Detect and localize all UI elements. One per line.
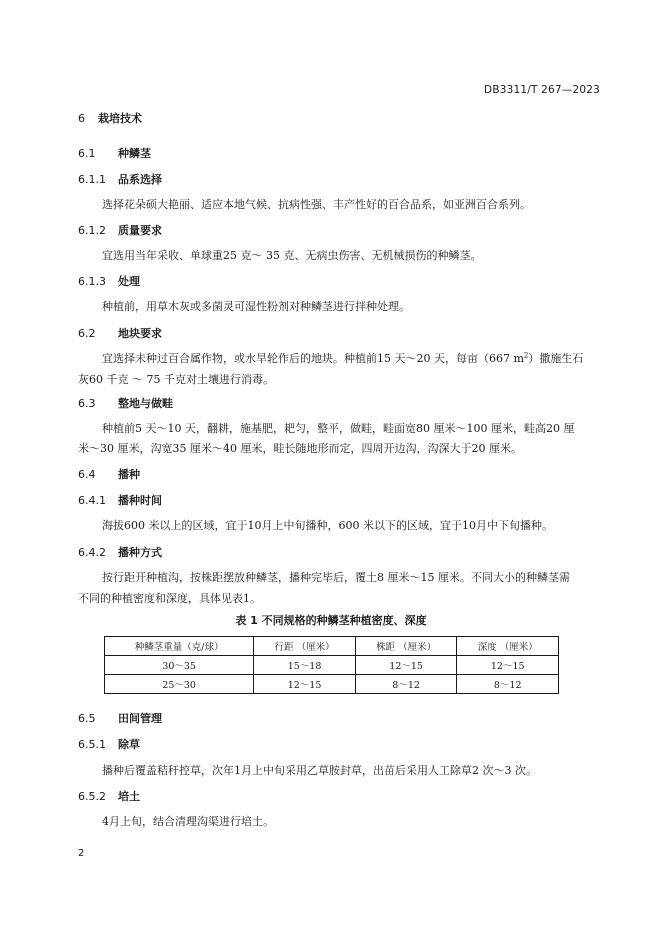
superscript: 2 <box>523 351 529 360</box>
paragraph-text: ）撒施生石 <box>528 352 584 365</box>
section-6-heading <box>78 110 662 126</box>
table-header-cell: 株距 （厘米） <box>355 637 457 656</box>
table-cell: 15～18 <box>254 656 356 675</box>
section-number: 6.1.3 <box>78 275 106 288</box>
paragraph-line: 按行距开种植沟，按株距摆放种鳞茎，播种完毕后，覆土8 厘米～15 厘米。不同大小的种鳞茎需 <box>102 571 570 584</box>
section-6-4-1-heading <box>78 492 662 508</box>
section-title: 播种时间 <box>118 494 162 507</box>
section-title: 处理 <box>118 275 140 288</box>
table-header-cell: 行距 （厘米） <box>254 637 356 656</box>
section-title: 质量要求 <box>118 224 162 237</box>
table-header-row <box>105 637 559 656</box>
section-number: 6.4.1 <box>78 494 106 507</box>
table-header-cell: 种鳞茎重量（克/球） <box>105 637 254 656</box>
section-number: 6.5.1 <box>78 738 106 751</box>
section-number: 6.4 <box>78 468 96 481</box>
section-number: 6.5.2 <box>78 790 106 803</box>
table-cell: 12～15 <box>457 656 559 675</box>
section-6-1-1-heading <box>78 171 662 187</box>
table-cell: 30～35 <box>105 656 254 675</box>
paragraph-line: 不同的种植密度和深度，具体见表1。 <box>78 592 261 605</box>
section-title: 播种方式 <box>118 546 162 559</box>
section-6-5-1-heading <box>78 736 662 752</box>
table-caption: 表 1 不同规格的种鳞茎种植密度、深度 <box>235 614 427 627</box>
paragraph: 选择花朵硕大艳丽、适应本地气候、抗病性强、丰产性好的百合品系，如亚洲百合系列。 <box>102 198 531 211</box>
table-cell: 8～12 <box>457 675 559 694</box>
section-title: 除草 <box>118 738 140 751</box>
section-number: 6.2 <box>78 327 96 340</box>
section-6-1-2-heading <box>78 222 662 238</box>
document-code: DB3311/T 267—2023 <box>484 84 600 96</box>
section-number: 6.1.2 <box>78 224 106 237</box>
section-title: 整地与做畦 <box>118 397 173 410</box>
section-6-5-2-heading <box>78 788 662 804</box>
section-6-4-heading <box>78 466 662 482</box>
section-6-1-heading <box>78 145 662 161</box>
section-title: 栽培技术 <box>98 112 142 125</box>
section-6-5-heading <box>78 710 662 726</box>
section-number: 6 <box>78 112 85 125</box>
table-cell: 25～30 <box>105 675 254 694</box>
section-number: 6.1.1 <box>78 173 106 186</box>
paragraph-text: 宜选择未种过百合属作物，或水旱轮作后的地块。种植前15 天～20 天，每亩（667 m <box>102 352 524 365</box>
section-6-4-2-heading <box>78 544 662 560</box>
paragraph: 4月上旬，结合清理沟渠进行培土。 <box>102 815 274 828</box>
table-row <box>105 675 559 694</box>
section-number: 6.1 <box>78 147 96 160</box>
section-6-2-heading <box>78 325 662 341</box>
paragraph-line <box>102 350 662 366</box>
section-6-3-heading <box>78 395 662 411</box>
table-cell: 12～15 <box>355 656 457 675</box>
paragraph: 播种后覆盖秸秆控草，次年1月上中旬采用乙草胺封草，出苗后采用人工除草2 次～3 次。 <box>102 764 537 777</box>
table-cell: 8～12 <box>355 675 457 694</box>
page-number: 2 <box>78 848 85 859</box>
table-row <box>105 656 559 675</box>
planting-spec-table <box>104 636 559 694</box>
paragraph-line: 米～30 厘米，沟宽35 厘米～40 厘米，畦长随地形而定，四周开边沟，沟深大于20 厘米。 <box>78 442 522 455</box>
section-6-1-3-heading <box>78 273 662 289</box>
section-title: 品系选择 <box>118 173 162 186</box>
table-header-cell: 深度 （厘米） <box>457 637 559 656</box>
section-number: 6.5 <box>78 712 96 725</box>
section-title: 田间管理 <box>118 712 162 725</box>
paragraph-line: 种植前5 天～10 天，翻耕，施基肥，耙匀，整平，做畦，畦面宽80 厘米～100 厘米，畦高20 厘 <box>102 422 575 435</box>
table-cell: 12～15 <box>254 675 356 694</box>
section-title: 播种 <box>118 468 140 481</box>
section-title: 地块要求 <box>118 327 162 340</box>
section-title: 种鳞茎 <box>118 147 151 160</box>
paragraph: 宜选用当年采收、单球重25 克～ 35 克、无病虫伤害、无机械损伤的种鳞茎。 <box>102 249 482 262</box>
paragraph: 海拔600 米以上的区域，宜于10月上中旬播种，600 米以下的区域，宜于10月中下旬播种。 <box>102 519 553 532</box>
section-title: 培土 <box>118 790 140 803</box>
section-number: 6.4.2 <box>78 546 106 559</box>
paragraph: 种植前，用草木灰或多菌灵可湿性粉剂对种鳞茎进行拌种处理。 <box>102 300 410 313</box>
paragraph-line: 灰60 千克 ～ 75 千克对土壤进行消毒。 <box>78 373 274 386</box>
section-number: 6.3 <box>78 397 96 410</box>
